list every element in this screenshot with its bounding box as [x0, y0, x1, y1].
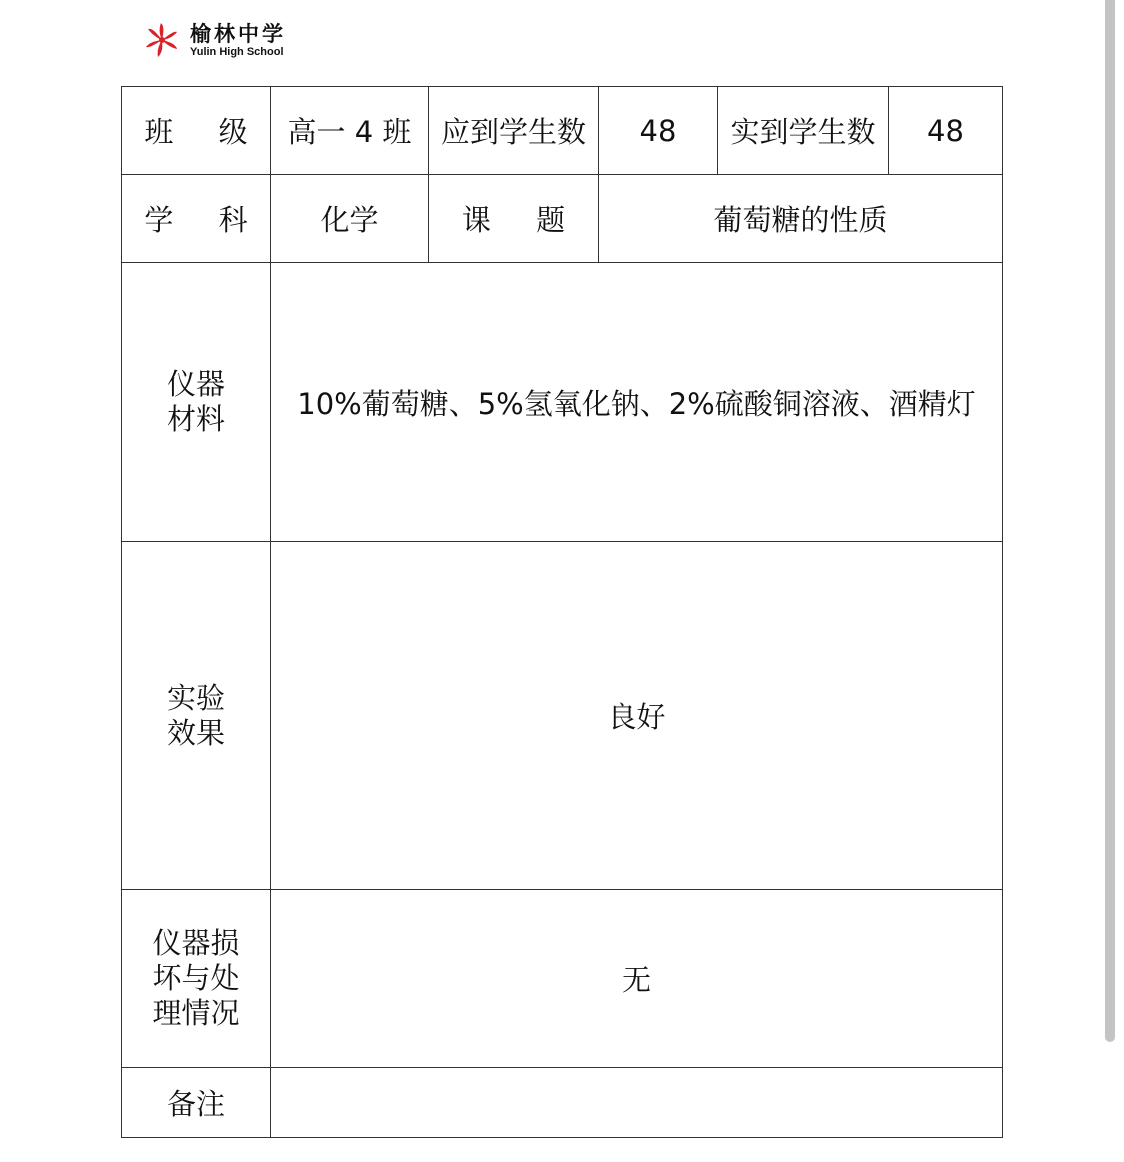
- table-row: [122, 890, 1003, 1068]
- subject-value: 化学: [271, 175, 429, 263]
- expected-students-value: 48: [599, 87, 718, 175]
- remarks-label: 备注: [122, 1068, 271, 1138]
- damage-label-line: 仪器损: [152, 926, 240, 960]
- school-logo: [142, 18, 286, 62]
- effect-label-line: 效果: [166, 715, 225, 750]
- table-row: [122, 175, 1003, 263]
- topic-label: 课 题: [429, 175, 599, 263]
- materials-label: [122, 263, 271, 542]
- class-label: 班 级: [122, 87, 271, 175]
- topic-value: 葡萄糖的性质: [599, 175, 1003, 263]
- actual-students-label: 实到学生数: [718, 87, 889, 175]
- table-row: [122, 542, 1003, 890]
- damage-label: [122, 890, 271, 1068]
- school-emblem-icon: [142, 20, 182, 60]
- subject-label: 学 科: [122, 175, 271, 263]
- scrollbar[interactable]: [1105, 0, 1115, 1042]
- materials-value: 10%葡萄糖、5%氢氧化钠、2%硫酸铜溶液、酒精灯: [271, 263, 1003, 542]
- actual-students-value: 48: [889, 87, 1003, 175]
- materials-label-line: 仪器: [166, 367, 225, 401]
- damage-label-line: 坏与处: [152, 961, 240, 995]
- class-value: 高一 4 班: [271, 87, 429, 175]
- school-name-en: Yulin High School: [190, 45, 284, 58]
- table-row: [122, 87, 1003, 175]
- remarks-value: [271, 1068, 1003, 1138]
- experiment-record-table: [121, 86, 1003, 1138]
- effect-label-line: 实验: [166, 680, 225, 715]
- table-row: [122, 263, 1003, 542]
- materials-label-line: 材料: [166, 402, 225, 436]
- damage-value: 无: [271, 890, 1003, 1068]
- expected-students-label: 应到学生数: [429, 87, 599, 175]
- effect-value: 良好: [271, 542, 1003, 890]
- effect-label: [122, 542, 271, 890]
- table-row: [122, 1068, 1003, 1138]
- school-name-cn: 榆林中学: [190, 20, 286, 46]
- damage-label-line: 理情况: [152, 996, 240, 1030]
